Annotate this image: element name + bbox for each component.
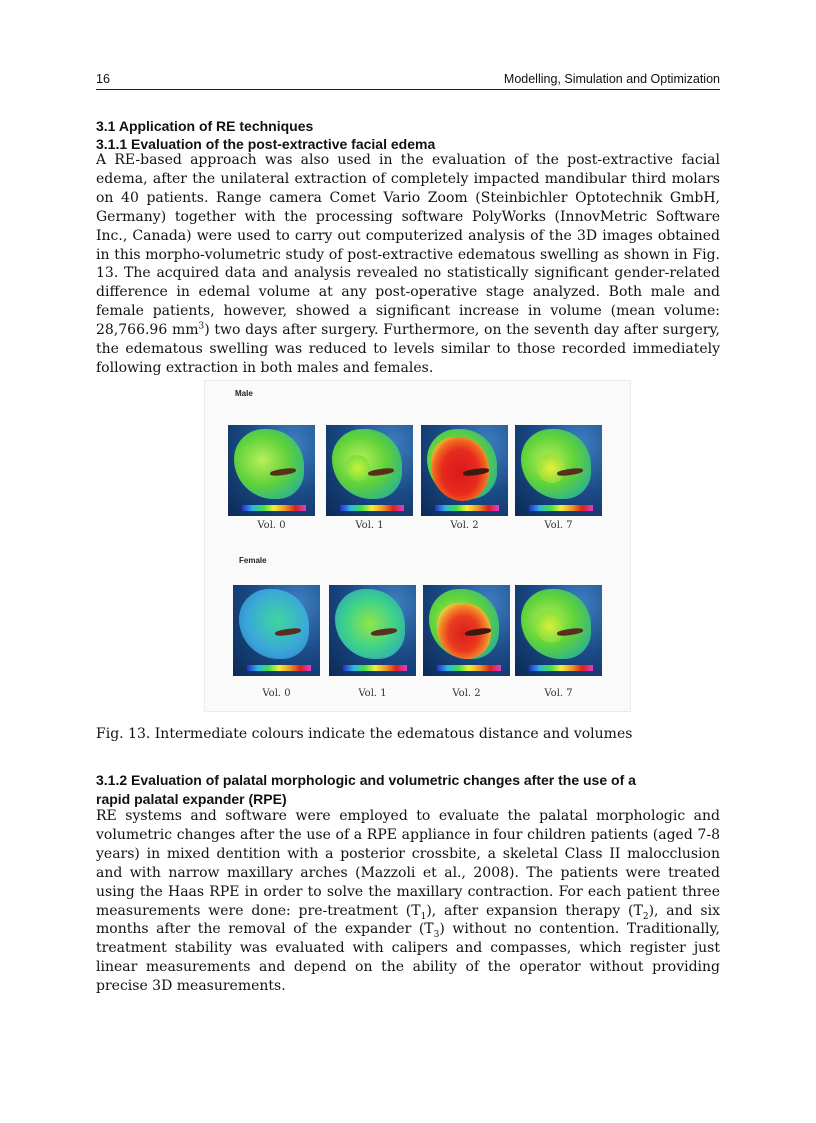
section-heading-3-1-2-line2: rapid palatal expander (RPE): [96, 791, 287, 807]
section-heading-3-1-2-line1: 3.1.2 Evaluation of palatal morphologic and volumetric changes after the use of a: [96, 772, 636, 788]
paragraph-rpe: RE systems and software were employed to evaluate the palatal morphologic and volumetric changes after the use of a RPE appliance in four children patients (aged 7-8 years) in mixed dentition with a posterior crossbite, a skeletal Class II malocclusion and with narrow maxillary arches (Mazzoli et al., 2008). The patients were treated using the Haas RPE in order to solve the maxillary contraction. For each patient three measurements were done: pre-treatment $(T_1)$, after expansion therapy $(T_2)$, and six months after the removal of the expander $(T_3)$ without no contention. Traditionally, treatment stability was evaluated with calipers and compasses, which register just linear measurements and depend on the ability of the operator without providing precise 3D measurements.: [96, 808, 720, 995]
male-scan-vol-7: [515, 425, 602, 516]
section-heading-3-1-2: [96, 771, 720, 809]
male-scan-vol-0: [228, 425, 315, 516]
female-vol-1-label: Vol. 1: [358, 688, 387, 699]
section-heading-3-1: 3.1 Application of RE techniques: [96, 118, 314, 134]
male-vol-7-label: Vol. 7: [544, 520, 573, 531]
figure-caption: Fig. 13. Intermediate colours indicate the edematous distance and volumes: [96, 726, 633, 742]
male-vol-2-label: Vol. 2: [450, 520, 479, 531]
female-scan-vol-0: [233, 585, 320, 676]
female-scan-vol-7: [515, 585, 602, 676]
female-scan-vol-1: [329, 585, 416, 676]
female-scan-vol-2: [423, 585, 510, 676]
page-header: [96, 71, 720, 90]
male-vol-1-label: Vol. 1: [355, 520, 384, 531]
female-vol-0-label: Vol. 0: [262, 688, 291, 699]
page-number: 16: [96, 72, 110, 86]
section-heading-3-1-1: 3.1.1 Evaluation of the post-extractive facial edema: [96, 136, 436, 152]
paragraph-edema: A RE-based approach was also used in the evaluation of the post-extractive facial edema, after the unilateral extraction of completely impacted mandibular third molars on 40 patients. Range camera Comet Vario Zoom (Steinbichler Optotechnik GmbH, Germany) together with the processing software PolyWorks (InnovMetric Software Inc., Canada) were used to carry out computerized analysis of the 3D images obtained in this morpho-volumetric study of post-extractive edematous swelling as shown in Fig. 13. The acquired data and analysis revealed no statistically significant gender-related difference in edemal volume at any post-operative stage analyzed. Both male and female patients, however, showed a significant increase in volume (mean volume: 28,766.96 $mm^3$) two days after surgery. Furthermore, on the seventh day after surgery, the edematous swelling was reduced to levels similar to those recorded immediately following extraction in both males and females.: [96, 152, 720, 376]
female-vol-7-label: Vol. 7: [544, 688, 573, 699]
running-title: Modelling, Simulation and Optimization: [503, 72, 720, 86]
figure-13: [204, 380, 631, 712]
male-label: Male: [235, 389, 253, 398]
male-scan-vol-1: [326, 425, 413, 516]
female-vol-2-label: Vol. 2: [452, 688, 481, 699]
male-scan-vol-2: [421, 425, 508, 516]
female-label: Female: [239, 556, 267, 565]
male-vol-0-label: Vol. 0: [257, 520, 286, 531]
